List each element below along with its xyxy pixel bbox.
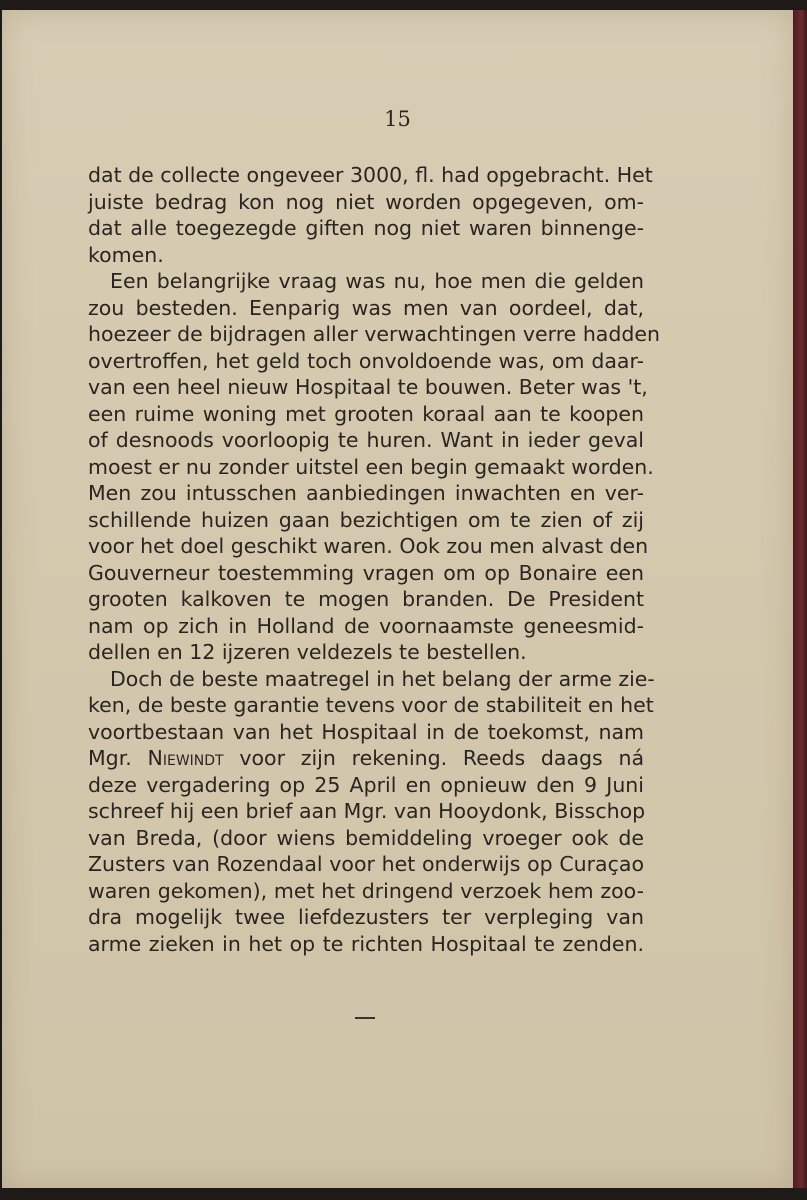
person-name: Niewindt	[147, 746, 224, 770]
text-line: dat alle toegezegde giften nog niet waren binnenge-	[88, 216, 644, 240]
text-line: hoezeer de bijdragen aller verwachtingen verre hadden	[88, 322, 660, 346]
book-page	[2, 10, 793, 1188]
text-line: voortbestaan van het Hospitaal in de toekomst, nam	[88, 719, 644, 744]
paragraph-start-line: Doch de beste maatregel in het belang der arme zie-	[110, 666, 655, 691]
end-dash-divider	[355, 1017, 375, 1019]
text-line: dat de collecte ongeveer 3000, fl. had opgebracht. Het	[88, 163, 653, 187]
text-line: deze vergadering op 25 April en opnieuw den 9 Juni	[88, 772, 644, 797]
text-line: zou besteden. Eenparig was men van oordeel, dat,	[88, 295, 644, 320]
page-number: 15	[384, 107, 411, 131]
text-line: dellen en 12 ijzeren veldezels te bestellen.	[88, 640, 527, 664]
text-line: grooten kalkoven te mogen branden. De President	[88, 587, 644, 611]
text-line: voor het doel geschikt waren. Ook zou men alvast den	[88, 534, 649, 558]
text-line: nam op zich in Holland de voornaamste geneesmid-	[88, 613, 644, 638]
book-cover-edge	[793, 10, 807, 1188]
text-line: ken, de beste garantie tevens voor de stabiliteit en het	[88, 693, 654, 717]
text-line: Gouverneur toestemming vragen om op Bonaire een	[88, 560, 644, 585]
text-line: juiste bedrag kon nog niet worden opgegeven, om-	[88, 189, 644, 214]
text-line: van een heel nieuw Hospitaal te bouwen. Beter was 't,	[88, 375, 648, 399]
body-text	[88, 162, 660, 957]
text-line: of desnoods voorloopig te huren. Want in ieder geval	[88, 428, 644, 452]
text-fragment: voor zijn rekening. Reeds daags ná	[223, 746, 645, 770]
text-line: een ruime woning met grooten koraal aan te koopen	[88, 401, 644, 426]
text-line: dra mogelijk twee liefdezusters ter verpleging van	[88, 905, 644, 929]
text-line: van Breda, (door wiens bemiddeling vroeger ook de	[88, 825, 644, 850]
paragraph-start-line: Een belangrijke vraag was nu, hoe men die gelden	[110, 269, 644, 293]
text-line	[88, 745, 644, 772]
text-fragment: Mgr.	[88, 746, 148, 770]
text-line: overtroffen, het geld toch onvoldoende was, om daar-	[88, 348, 644, 373]
text-line: waren gekomen), met het dringend verzoek hem zoo-	[88, 878, 644, 903]
text-line: moest er nu zonder uitstel een begin gemaakt worden.	[88, 454, 654, 479]
text-line: komen.	[88, 242, 164, 267]
text-line: arme zieken in het op te richten Hospitaal te zenden.	[88, 931, 644, 956]
text-line: Men zou intusschen aanbiedingen inwachten en ver-	[88, 481, 644, 505]
text-line: Zusters van Rozendaal voor het onderwijs op Curaçao	[88, 852, 644, 876]
text-line: schreef hij een brief aan Mgr. van Hooydonk, Bisschop	[88, 799, 646, 823]
text-line: schillende huizen gaan bezichtigen om te zien of zij	[88, 507, 644, 532]
